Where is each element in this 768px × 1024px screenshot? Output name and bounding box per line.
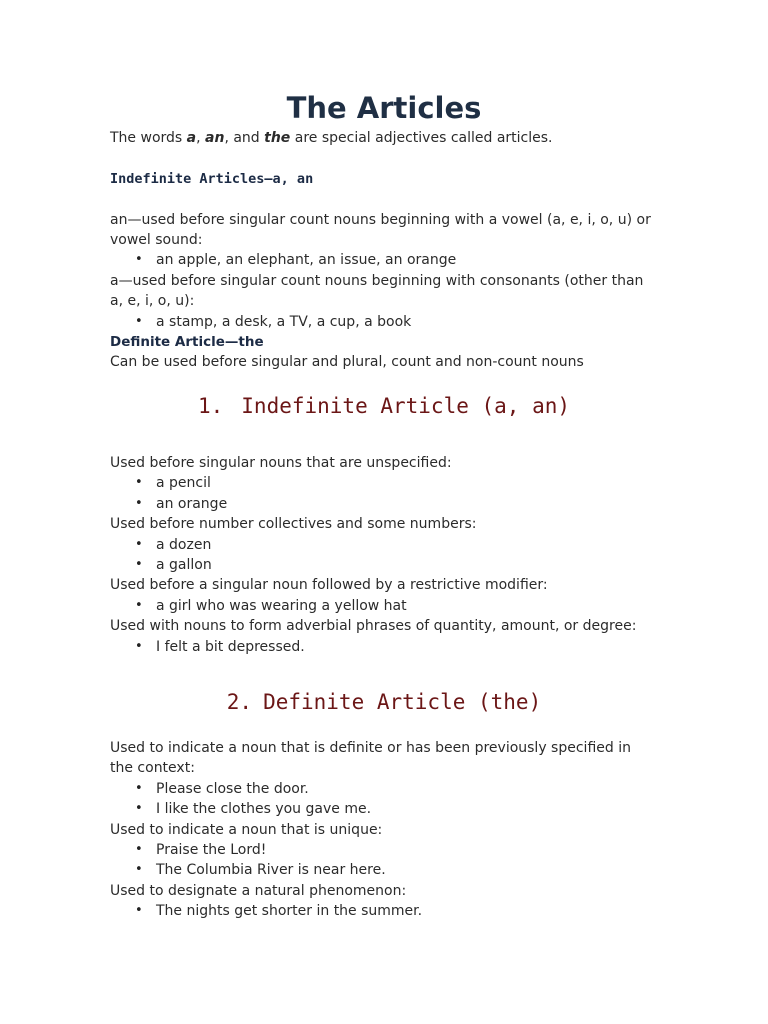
section1-heading <box>0 394 768 418</box>
rule-text: Used to indicate a noun that is definite or has been previously specified in the context: <box>110 740 631 777</box>
article-the: the <box>264 130 291 146</box>
list-item: • The Columbia River is near here. <box>156 860 655 880</box>
section2-heading <box>0 690 768 714</box>
page-title: The Articles <box>286 91 482 125</box>
list-item: • a gallon <box>156 555 655 575</box>
article-an: an <box>205 130 225 146</box>
list-item: • I felt a bit depressed. <box>156 637 655 657</box>
a-examples-list <box>110 312 655 332</box>
section2-body <box>110 738 655 922</box>
intro-block <box>110 128 655 373</box>
list-item: • Please close the door. <box>156 779 655 799</box>
section1-number: 1. <box>197 394 224 418</box>
rule-text: Used with nouns to form adverbial phrases of quantity, amount, or degree: <box>110 618 637 635</box>
list-item: • an apple, an elephant, an issue, an orange <box>156 250 655 270</box>
intro-sep2: , and <box>224 130 265 146</box>
intro-sep1: , <box>196 130 206 146</box>
examples-list <box>110 901 655 921</box>
definite-article-heading: Definite Article—the <box>110 334 264 351</box>
list-item: • a girl who was wearing a yellow hat <box>156 596 655 616</box>
rule-text: Used to designate a natural phenomenon: <box>110 882 407 899</box>
list-item: • I like the clothes you gave me. <box>156 799 655 819</box>
list-item: • Praise the Lord! <box>156 840 655 860</box>
examples-list <box>110 473 655 514</box>
section2-number: 2. <box>226 690 253 714</box>
intro-prefix: The words <box>110 130 187 146</box>
article-a: a <box>186 130 197 146</box>
intro-suffix: are special adjectives called articles. <box>290 130 553 146</box>
section1-body <box>110 453 655 657</box>
a-rule: a—used before singular count nouns beginning with consonants (other than a, e, i, o, u): <box>110 272 644 310</box>
rule-text: Used before number collectives and some numbers: <box>110 516 477 533</box>
list-item: • an orange <box>156 494 655 514</box>
rule-text: Used before singular nouns that are unspecified: <box>110 455 452 471</box>
an-rule: an—used before singular count nouns beginning with a vowel (a, e, i, o, u) or vowel sound: <box>110 211 651 248</box>
intro-sentence <box>110 128 655 148</box>
list-item: • The nights get shorter in the summer. <box>156 901 655 921</box>
indefinite-articles-heading: Indefinite Articles—a, an <box>110 170 314 187</box>
rule-text: Used to indicate a noun that is unique: <box>110 821 383 838</box>
section2-title: Definite Article (the) <box>263 690 542 714</box>
list-item: • a pencil <box>156 473 655 493</box>
examples-list <box>110 596 655 616</box>
list-item: • a stamp, a desk, a TV, a cup, a book <box>156 312 655 332</box>
examples-list <box>110 779 655 820</box>
examples-list <box>110 840 655 881</box>
examples-list <box>110 535 655 576</box>
examples-list <box>110 637 655 657</box>
definite-article-text: Can be used before singular and plural, count and non-count nouns <box>110 354 584 371</box>
an-examples-list <box>110 250 655 270</box>
section1-title: Indefinite Article (a, an) <box>241 394 571 418</box>
rule-text: Used before a singular noun followed by a restrictive modifier: <box>110 577 548 594</box>
list-item: • a dozen <box>156 535 655 555</box>
